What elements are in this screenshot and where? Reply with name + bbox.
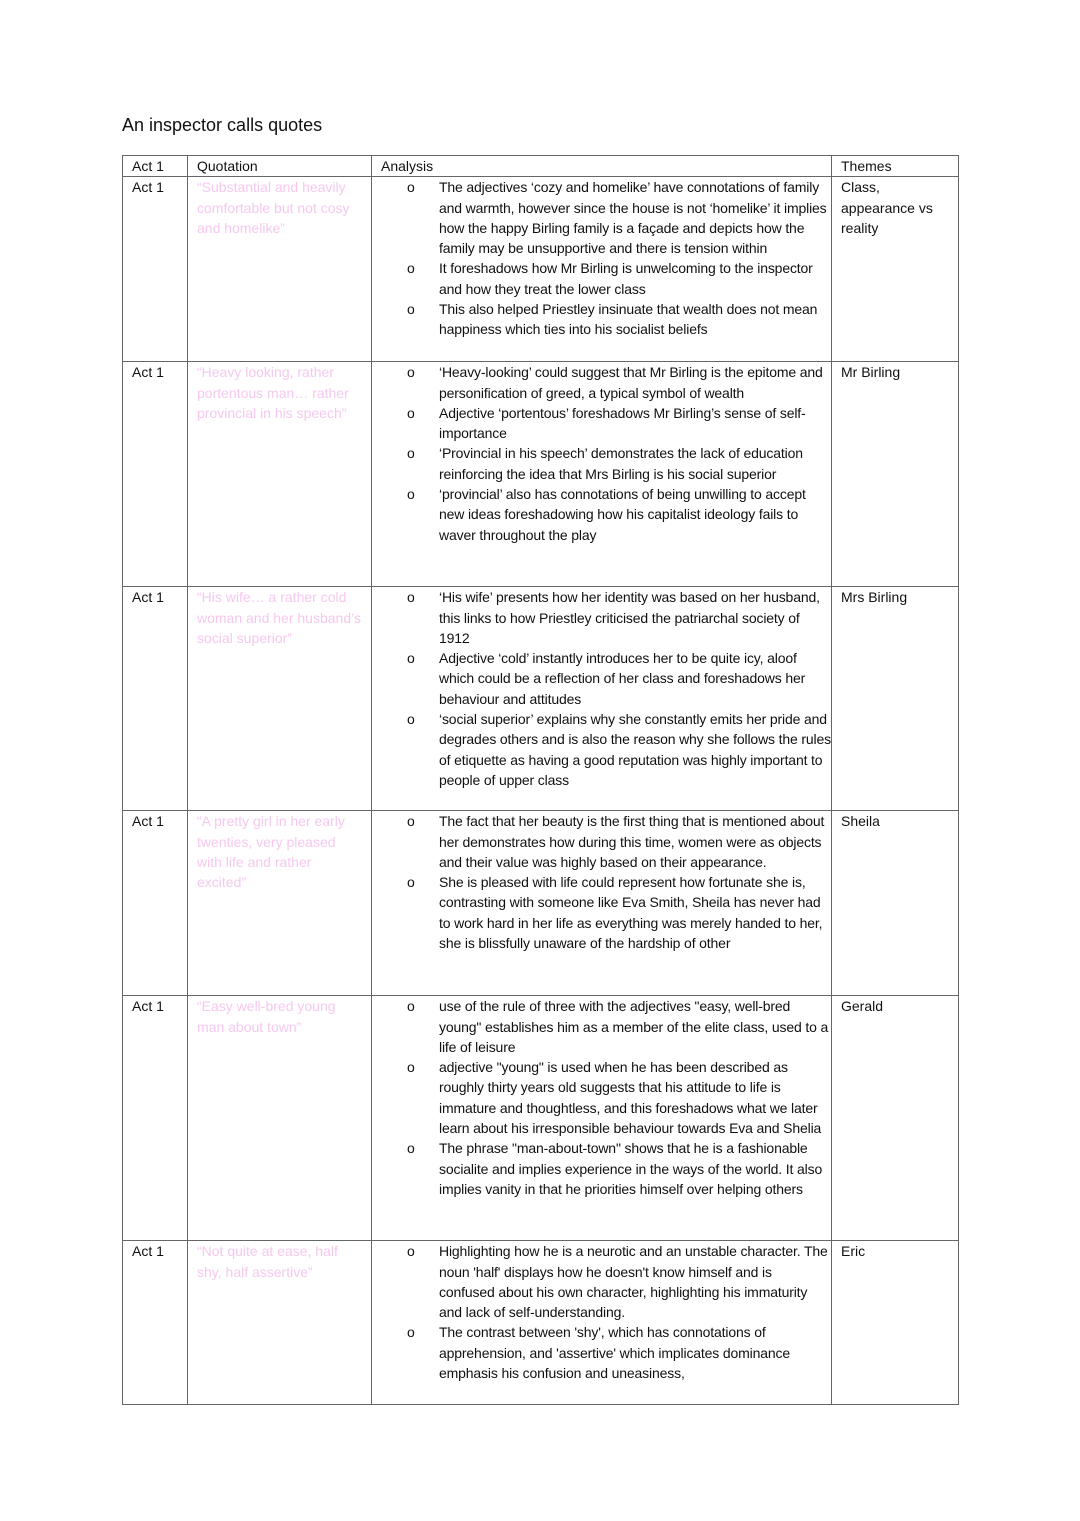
analysis-point	[372, 362, 831, 403]
bullet-icon: o	[407, 445, 415, 462]
analysis-list	[372, 362, 831, 545]
analysis-text: ‘His wife’ presents how her identity was based on her husband, this links to how Priestley criticised the patriarchal society of 1912	[439, 589, 820, 646]
analysis-text: The fact that her beauty is the first thing that is mentioned about her demonstrates how during this time, women were as objects and their value was highly based on their appearance.	[439, 813, 825, 870]
analysis-point	[372, 403, 831, 444]
table-row	[123, 1241, 959, 1405]
act-cell: Act 1	[123, 587, 188, 811]
act-cell: Act 1	[123, 996, 188, 1241]
bullet-icon: o	[407, 650, 415, 667]
page-title: An inspector calls quotes	[122, 115, 323, 135]
analysis-point	[372, 709, 831, 790]
quotation-cell: “Substantial and heavily comfortable but not cosy and homelike”	[188, 177, 372, 362]
table-row	[123, 362, 959, 587]
bullet-icon: o	[407, 1243, 415, 1260]
analysis-point	[372, 443, 831, 484]
act-cell: Act 1	[123, 811, 188, 996]
table-row	[123, 587, 959, 811]
analysis-point	[372, 258, 831, 299]
theme-cell: Mrs Birling	[832, 587, 959, 811]
header-analysis: Analysis	[372, 156, 832, 177]
bullet-icon: o	[407, 179, 415, 196]
quotation-cell: “Not quite at ease, half shy, half assertive”	[188, 1241, 372, 1405]
table-row	[123, 996, 959, 1241]
analysis-point	[372, 1138, 831, 1199]
analysis-list	[372, 587, 831, 790]
analysis-point	[372, 648, 831, 709]
bullet-icon: o	[407, 1059, 415, 1076]
table-row	[123, 177, 959, 362]
analysis-point	[372, 1057, 831, 1138]
bullet-icon: o	[407, 874, 415, 891]
analysis-cell	[372, 1241, 832, 1405]
header-act: Act 1	[123, 156, 188, 177]
analysis-text: The adjectives ‘cozy and homelike’ have connotations of family and warmth, however since the house is not ‘homelike’ it implies how the happy Birling family is a façade and depicts how the family may be unsupportive and there is tension within	[439, 179, 827, 257]
table-header-row	[123, 156, 959, 177]
bullet-icon: o	[407, 813, 415, 830]
bullet-icon: o	[407, 711, 415, 728]
analysis-text: Adjective ‘cold’ instantly introduces her to be quite icy, aloof which could be a reflection of her class and foreshadows her behaviour and attitudes	[439, 650, 806, 707]
analysis-text: ‘Provincial in his speech’ demonstrates the lack of education reinforcing the idea that Mrs Birling is his social superior	[439, 445, 803, 482]
analysis-text: This also helped Priestley insinuate that wealth does not mean happiness which ties into his socialist beliefs	[439, 301, 818, 338]
header-quotation: Quotation	[188, 156, 372, 177]
analysis-text: Adjective ‘portentous’ foreshadows Mr Birling’s sense of self-importance	[439, 404, 806, 442]
analysis-text: use of the rule of three with the adjectives "easy, well-bred young" establishes him as a member of the elite class, used to a life of leisure	[439, 998, 829, 1055]
theme-cell: Eric	[832, 1241, 959, 1405]
analysis-point	[372, 587, 831, 648]
analysis-point	[372, 811, 831, 872]
theme-cell: Mr Birling	[832, 362, 959, 587]
analysis-list	[372, 177, 831, 339]
theme-cell: Gerald	[832, 996, 959, 1241]
analysis-text: Highlighting how he is a neurotic and an unstable character. The noun 'half' displays how he doesn't know himself and is confused about his own character, highlighting his immaturity and lack of self-understanding.	[439, 1243, 828, 1321]
bullet-icon: o	[407, 486, 415, 503]
bullet-icon: o	[407, 1140, 415, 1157]
analysis-text: adjective "young" is used when he has been described as roughly thirty years old suggests that his attitude to life is immature and thoughtless, and this foreshadows what we later learn about his irresponsible behaviour towards Eva and Shelia	[439, 1059, 822, 1137]
analysis-text: She is pleased with life could represent how fortunate she is, contrasting with someone like Eva Smith, Sheila has never had to work hard in her life as everything was merely handed to her, she is blissfully unaware of the hardship of other	[439, 874, 823, 952]
analysis-point	[372, 996, 831, 1057]
analysis-point	[372, 177, 831, 258]
quotation-cell: “A pretty girl in her early twenties, very pleased with life and rather excited”	[188, 811, 372, 996]
analysis-cell	[372, 811, 832, 996]
analysis-cell	[372, 996, 832, 1241]
bullet-icon: o	[407, 364, 415, 381]
bullet-icon: o	[407, 260, 415, 277]
bullet-icon: o	[407, 301, 415, 318]
analysis-list	[372, 811, 831, 953]
bullet-icon: o	[407, 589, 415, 606]
analysis-cell	[372, 362, 832, 587]
analysis-point	[372, 299, 831, 340]
analysis-point	[372, 872, 831, 953]
analysis-text: ‘provincial’ also has connotations of being unwilling to accept new ideas foreshadowing how his capitalist ideology fails to waver throughout the play	[439, 486, 806, 543]
analysis-text: The contrast between 'shy', which has connotations of apprehension, and 'assertive' which implicates dominance emphasis his confusion and uneasiness,	[439, 1324, 791, 1382]
quotation-cell: “Heavy looking, rather portentous man… rather provincial in his speech”	[188, 362, 372, 587]
header-themes: Themes	[832, 156, 959, 177]
analysis-list	[372, 996, 831, 1199]
act-cell: Act 1	[123, 362, 188, 587]
quotes-table	[122, 155, 959, 1405]
analysis-text: ‘Heavy-looking’ could suggest that Mr Birling is the epitome and personification of greed, a typical symbol of wealth	[439, 364, 823, 401]
analysis-cell	[372, 587, 832, 811]
analysis-text: The phrase "man-about-town" shows that he is a fashionable socialite and implies experience in the ways of the world. It also implies vanity in that he priorities himself over helping others	[439, 1140, 823, 1197]
analysis-point	[372, 484, 831, 545]
table-row	[123, 811, 959, 996]
analysis-list	[372, 1241, 831, 1383]
theme-cell: Class, appearance vs reality	[832, 177, 959, 362]
bullet-icon: o	[407, 998, 415, 1015]
quotation-cell: “Easy well-bred young man about town”	[188, 996, 372, 1241]
bullet-icon: o	[407, 1324, 415, 1341]
analysis-text: It foreshadows how Mr Birling is unwelcoming to the inspector and how they treat the lower class	[439, 260, 813, 297]
bullet-icon: o	[407, 404, 415, 421]
theme-cell: Sheila	[832, 811, 959, 996]
analysis-point	[372, 1322, 831, 1383]
quotation-cell: “His wife… a rather cold woman and her husband’s social superior”	[188, 587, 372, 811]
act-cell: Act 1	[123, 177, 188, 362]
act-cell: Act 1	[123, 1241, 188, 1405]
analysis-point	[372, 1241, 831, 1322]
analysis-cell	[372, 177, 832, 362]
analysis-text: ‘social superior’ explains why she constantly emits her pride and degrades others and is also the reason why she follows the rules of etiquette as having a good reputation was highly important to people of upper class	[439, 711, 831, 788]
